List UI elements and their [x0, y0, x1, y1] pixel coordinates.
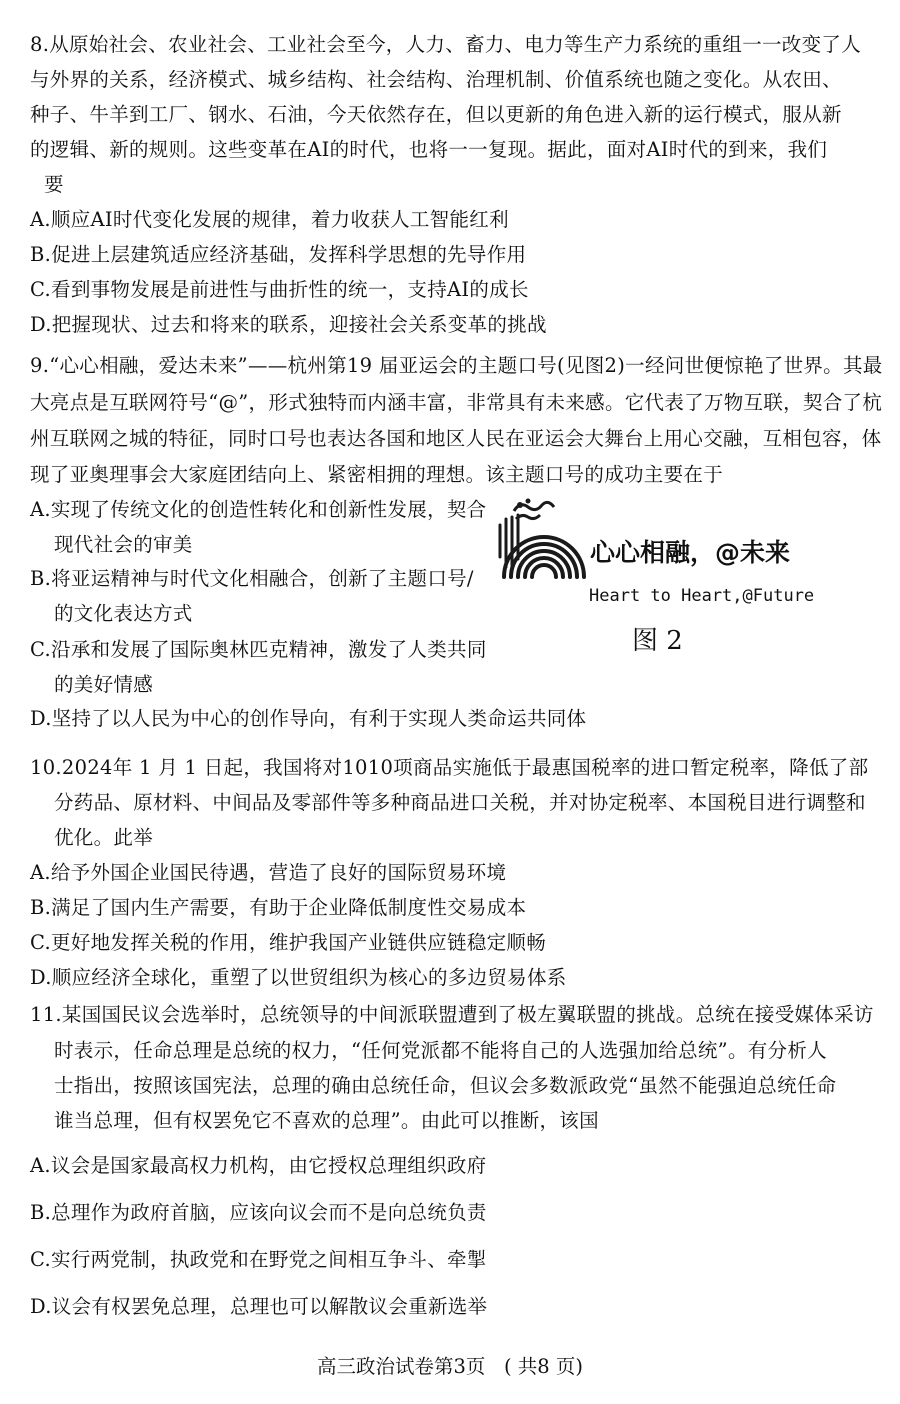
q8-option-a: A.顺应AI时代变化发展的规律，着力收获人工智能红利	[30, 208, 509, 231]
q11-option-d: D.议会有权罢免总理，总理也可以解散议会重新选举	[30, 1295, 488, 1318]
q11-stem-line-3: 士指出，按照该国宪法，总理的确由总统任命，但议会多数派政党“虽然不能强迫总统任命	[54, 1074, 837, 1097]
q8-option-b: B.促进上层建筑适应经济基础，发挥科学思想的先导作用	[30, 243, 527, 266]
q11-option-c: C.实行两党制，执政党和在野党之间相互争斗、牵掣	[30, 1248, 487, 1271]
q11-option-a: A.议会是国家最高权力机构，由它授权总理组织政府	[30, 1154, 487, 1177]
q9-option-d: D.坚持了以人民为中心的创作导向，有利于实现人类命运共同体	[30, 707, 587, 730]
q10-option-d: D.顺应经济全球化，重塑了以世贸组织为核心的多边贸易体系	[30, 966, 567, 989]
q11-stem-line-4: 谁当总理，但有权罢免它不喜欢的总理”。由此可以推断，该国	[54, 1109, 599, 1132]
q10-stem-line-3: 优化。此举	[54, 826, 154, 849]
q9-option-b-line-2: 的文化表达方式	[54, 602, 193, 625]
q9-option-b-line-1: B.将亚运精神与时代文化相融合，创新了主题口号/	[30, 567, 474, 590]
q10-option-c: C.更好地发挥关税的作用，维护我国产业链供应链稳定顺畅	[30, 931, 547, 954]
q10-stem-line-1: 10.2024年 1 月 1 日起，我国将对1010项商品实施低于最惠国税率的进口暂定税率，降低了部	[30, 756, 869, 779]
q8-option-d: D.把握现状、过去和将来的联系，迎接社会关系变革的挑战	[30, 313, 547, 336]
q11-stem-line-2: 时表示，任命总理是总统的权力，“任何党派都不能将自己的人选强加给总统”。有分析人	[54, 1039, 827, 1062]
q8-stem-line-4: 的逻辑、新的规则。这些变革在AI的时代，也将一一复现。据此，面对AI时代的到来，我们	[30, 138, 828, 161]
q9-stem-line-4: 现了亚奥理事会大家庭团结向上、紧密相拥的理想。该主题口号的成功主要在于	[30, 463, 724, 486]
q9-option-c-line-2: 的美好情感	[54, 673, 154, 696]
q8-stem-line-3: 种子、牛羊到工厂、钢水、石油，今天依然存在，但以更新的角色进入新的运行模式，服从新	[30, 103, 842, 126]
q9-option-c-line-1: C.沿承和发展了国际奥林匹克精神，激发了人类共同	[30, 638, 487, 661]
q9-stem-line-1: 9.“心心相融，爱达未来”——杭州第19 届亚运会的主题口号(见图2)一经问世便惊艳了世界。其最	[30, 354, 883, 377]
q11-stem-line-1: 11.某国国民议会选举时，总统领导的中间派联盟遭到了极左翼联盟的挑战。总统在接受媒体采访	[30, 1003, 874, 1026]
q8-stem-line-1: 8.从原始社会、农业社会、工业社会至今，人力、畜力、电力等生产力系统的重组一一改变了人	[30, 33, 862, 56]
q8-stem-line-2: 与外界的关系，经济模式、城乡结构、社会结构、治理机制、价值系统也随之变化。从农田、	[30, 68, 842, 91]
q9-option-a-line-1: A.实现了传统文化的创造性转化和创新性发展，契合	[30, 498, 487, 521]
page-footer: 高三政治试卷第3页 ( 共8 页)	[316, 1355, 584, 1378]
q9-stem-line-2: 大亮点是互联网符号“@”，形式独特而内涵丰富，非常具有未来感。它代表了万物互联，契合了杭	[30, 391, 883, 414]
q10-stem-line-2: 分药品、原材料、中间品及零部件等多种商品进口关税，并对协定税率、本国税目进行调整和	[54, 791, 866, 814]
q9-option-a-line-2: 现代社会的审美	[54, 533, 193, 556]
q10-option-b: B.满足了国内生产需要，有助于企业降低制度性交易成本	[30, 896, 527, 919]
q8-option-c: C.看到事物发展是前进性与曲折性的统一，支持AI的成长	[30, 278, 529, 301]
figure-caption: 图 2	[632, 626, 683, 656]
slogan-english: Heart to Heart,@Future	[589, 586, 815, 606]
q9-stem-line-3: 州互联网之城的特征，同时口号也表达各国和地区人民在亚运会大舞台上用心交融，互相包容，体	[30, 427, 882, 450]
slogan-chinese: 心心相融，@未来	[590, 538, 791, 567]
q8-stem-line-5: 要	[44, 173, 64, 196]
q10-option-a: A.给予外国企业国民待遇，营造了良好的国际贸易环境	[30, 861, 507, 884]
asian-games-emblem-image	[494, 497, 590, 583]
q11-option-b: B.总理作为政府首脑，应该向议会而不是向总统负责	[30, 1201, 487, 1224]
